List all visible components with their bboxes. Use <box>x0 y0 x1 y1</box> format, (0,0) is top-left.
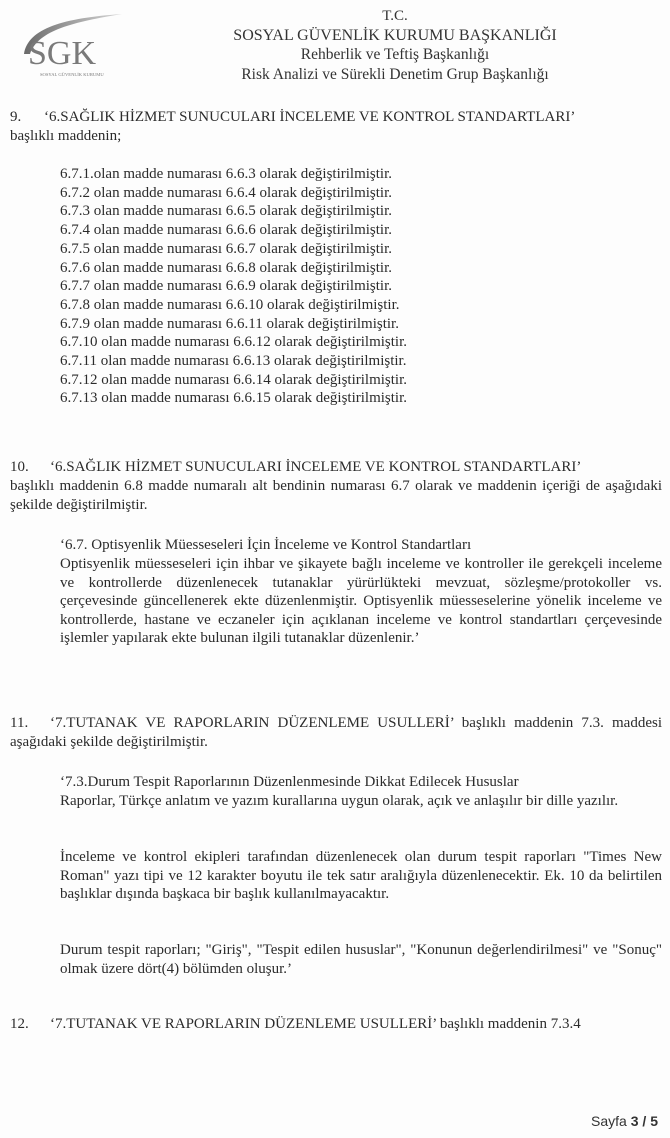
letterhead-institution: SOSYAL GÜVENLİK KURUMU BAŞKANLIĞI <box>233 27 557 44</box>
item-number: 10. <box>10 459 29 475</box>
list-item: 6.7.13 olan madde numarası 6.6.15 olarak değiştirilmiştir. <box>60 390 408 407</box>
list-item: 6.7.1.olan madde numarası 6.6.3 olarak değiştirilmiştir. <box>60 166 393 182</box>
item-title: ‘6.SAĞLIK HİZMET SUNUCULARI İNCELEME VE KONTROL STANDARTLARI’ <box>50 459 582 475</box>
sgk-logo-icon <box>14 8 124 80</box>
item-number: 9. <box>10 109 22 125</box>
item-10-quote-body: Optisyenlik müesseseleri için ihbar ve şikayete bağlı inceleme ve kontroller ile gerekçeli inceleme ve kontrollerde düzenlenecek tutanaklar yürürlükteki mevzuat, sözleşme/protokoller vs. çerçevesinde güncellenerek ekte düzenlenmiştir. Optisyenlik müesseselerine yönelik inceleme ve kontrollerde, hastane ve eczaneler için açıklanan inceleme ve kontrol standartları çerçevesinde işlemler yapılarak ekte bulunan ilgili tutanaklar düzenlenir.’ <box>60 556 662 647</box>
current-page: 3 <box>630 1113 639 1129</box>
list-item: 6.7.3 olan madde numarası 6.6.5 olarak değiştirilmiştir. <box>60 203 393 220</box>
item-9-continuation: başlıklı maddenin; <box>10 128 122 144</box>
svg-text:SGK: SGK <box>28 35 97 72</box>
page-number <box>591 1113 658 1129</box>
item-11-quote-title: ‘7.3.Durum Tespit Raporlarının Düzenlenmesinde Dikkat Edilecek Hususlar <box>60 774 519 790</box>
list-item: 6.7.6 olan madde numarası 6.6.8 olarak değiştirilmiştir. <box>60 259 393 276</box>
list-item: 6.7.4 olan madde numarası 6.6.6 olarak değiştirilmiştir. <box>60 222 393 239</box>
item-11-quote-p2: İnceleme ve kontrol ekipleri tarafından düzenlenecek olan durum tespit raporları "Times New Roman" yazı tipi ve 12 karakter boyutu ile tek satır aralığıyla düzenlenecektir. Ek. 10 da belirtilen başlıklar dışında başkaca bir başlık kullanılmayacaktır. <box>60 849 662 903</box>
sgk-logo <box>14 8 124 80</box>
item-11-quote-p3: Durum tespit raporları; "Giriş", "Tespit edilen hususlar", "Konunun değerlendirilmesi" ve "Sonuç" olmak üzere dört(4) bölümden oluşur.’ <box>60 942 662 977</box>
item-11-text <box>10 714 662 751</box>
item-10-text: başlıklı maddenin 6.8 madde numaralı alt bendinin numarası 6.7 olarak ve maddenin içeriği de aşağıdaki şekilde değiştirilmiştir. <box>10 478 662 513</box>
list-item: 6.7.11 olan madde numarası 6.6.13 olarak değiştirilmiştir. <box>60 353 407 370</box>
list-item: 6.7.7 olan madde numarası 6.6.9 olarak değiştirilmiştir. <box>60 278 393 295</box>
list-item: 6.7.5 olan madde numarası 6.6.7 olarak değiştirilmiştir. <box>60 240 393 257</box>
list-item: 6.7.10 olan madde numarası 6.6.12 olarak değiştirilmiştir. <box>60 334 408 351</box>
list-item: 6.7.8 olan madde numarası 6.6.10 olarak değiştirilmiştir. <box>60 296 400 313</box>
item-title: ‘6.SAĞLIK HİZMET SUNUCULARI İNCELEME VE KONTROL STANDARTLARI’ <box>44 109 576 125</box>
list-item: 6.7.9 olan madde numarası 6.6.11 olarak değiştirilmiştir. <box>60 315 399 332</box>
total-pages: 5 <box>650 1113 658 1129</box>
item-9-heading <box>10 108 662 127</box>
page-label: Sayfa <box>591 1113 627 1129</box>
letterhead-tc: T.C. <box>382 8 408 24</box>
item-10-heading <box>10 458 662 477</box>
letterhead-department: Rehberlik ve Teftiş Başkanlığı <box>300 46 490 63</box>
svg-text:SOSYAL GÜVENLİK KURUMU: SOSYAL GÜVENLİK KURUMU <box>40 72 104 77</box>
list-item: 6.7.2 olan madde numarası 6.6.4 olarak değiştirilmiştir. <box>60 184 393 201</box>
letterhead-group: Risk Analizi ve Sürekli Denetim Grup Başkanlığı <box>241 66 549 83</box>
page-separator: / <box>642 1113 647 1129</box>
item-11-quote-p1: Raporlar, Türkçe anlatım ve yazım kurallarına uygun olarak, açık ve anlaşılır bir dille yazılır. <box>60 793 619 809</box>
item-body: ‘7.TUTANAK VE RAPORLARIN DÜZENLEME USULLERİ’ başlıklı maddenin 7.3.4 <box>50 1016 581 1032</box>
item-number: 11. <box>10 715 29 731</box>
item-10-quote-title: ‘6.7. Optisyenlik Müesseseleri İçin İnceleme ve Kontrol Standartları <box>60 537 472 553</box>
item-body: ‘7.TUTANAK VE RAPORLARIN DÜZENLEME USULLERİ’ başlıklı maddenin 7.3. maddesi aşağıdaki şekilde değiştirilmiştir. <box>10 715 662 750</box>
item-9-change-list <box>60 165 407 408</box>
item-12-text <box>10 1015 662 1034</box>
item-number: 12. <box>10 1016 29 1032</box>
list-item: 6.7.12 olan madde numarası 6.6.14 olarak değiştirilmiştir. <box>60 371 408 388</box>
